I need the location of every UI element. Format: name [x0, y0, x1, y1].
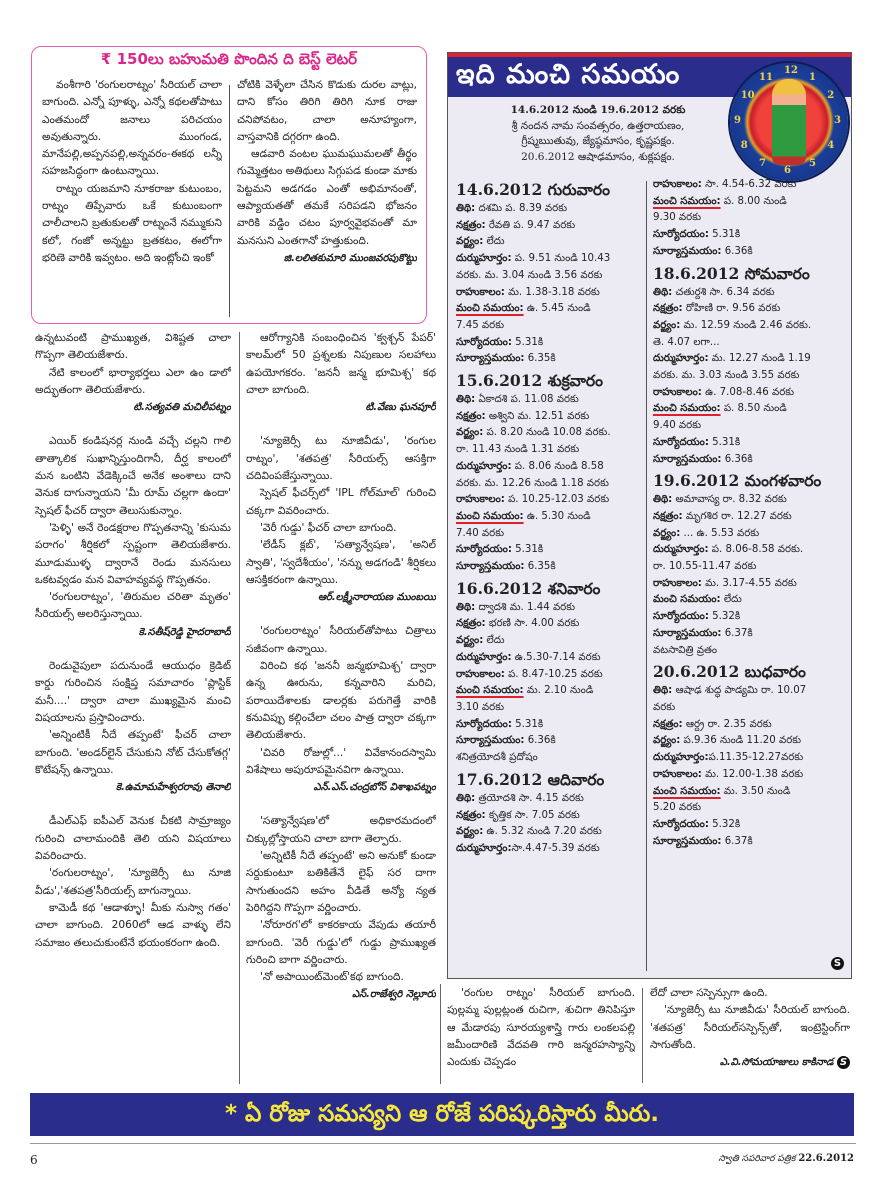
- almanac-value: 6.35కి: [524, 353, 556, 365]
- almanac-line: [653, 542, 849, 559]
- almanac-label: సూర్యాస్తమయం:: [456, 561, 525, 573]
- letters-bottom-col-2: [650, 985, 850, 1085]
- intro-line: 20.6.2012 ఆషాఢమాసం, శుక్లపక్షం.: [521, 150, 675, 163]
- issue-date: 22.6.2012: [798, 1153, 854, 1164]
- clock-number: 9: [734, 115, 741, 126]
- almanac-label: సూర్యాస్తమయం:: [653, 245, 722, 257]
- almanac-value: 9.40 వరకు: [653, 420, 702, 432]
- almanac-value: లేదు: [720, 594, 742, 606]
- paragraph: 'న్యూజెర్సీ టు నూజివీడు', 'రంగుల రాట్నం', 'శతపత్ర' సీరియల్స్ ఆసక్తిగా చదివింపజేస్తున్నాయి.: [246, 435, 436, 483]
- almanac-line: [456, 559, 644, 576]
- almanac-line: [653, 509, 849, 526]
- almanac-line: [456, 750, 644, 767]
- almanac-line: [456, 318, 644, 335]
- muhurtham-column-1: [456, 177, 644, 858]
- almanac-value: సా.4.47-5.39 వరకు: [511, 842, 600, 854]
- almanac-value: 5.32కి: [708, 818, 741, 830]
- paragraph: 'న్యూజెర్సీ టు నూజివీడు' సీరియల్ బాగుంది. 'శతపత్ర' సీరియల్‌సస్పెన్స్‌తో, ఇంట్రెస్టింగ్‌గా సాగుతోంది.: [650, 1004, 850, 1051]
- almanac-line: [456, 667, 644, 684]
- almanac-value: 6.36కి: [721, 245, 753, 257]
- almanac-line: [456, 492, 644, 509]
- day-heading: 20.6.2012 బుధవారం: [653, 662, 806, 682]
- almanac-line: [456, 201, 644, 218]
- almanac-value: వరకు: [653, 701, 676, 713]
- letters-column-middle: [246, 330, 436, 1085]
- good-time-label: మంచి సమయం:: [456, 685, 524, 697]
- paragraph: ఆడవారి వంటల ఘుమఘుమలతో తీర్థం గుమ్మెత్తటం అతిథులు సిగ్గుపడ కుండా మాకు పెట్టమని అడగడం ఎంతో అభిమానంతో, ఆప్యాయతతో తమకే సరిపడని భోజనం వారికి వడ్డిం చటం పూర్వవైభవంతో మా మనసుని ఎంతగానో హత్తుకుంది.: [237, 148, 417, 247]
- almanac-label: తిథి:: [653, 286, 673, 298]
- almanac-value: వరకు. మ. 3.03 నుండి 3.55 వరకు: [653, 370, 800, 382]
- paragraph: 'నో అపాయింట్‌మెంట్'కథ బాగుంది.: [260, 971, 404, 984]
- almanac-line: [456, 600, 644, 617]
- almanac-line: [653, 368, 849, 385]
- almanac-value: మృగశిర రా. 12.27 వరకు: [682, 510, 792, 522]
- almanac-value: ఉ. 5.45 నుండి: [523, 303, 591, 315]
- almanac-value: మ. 12.27 నుండి 1.19: [708, 353, 811, 365]
- best-letter-box: [31, 46, 427, 324]
- almanac-line: [456, 268, 644, 285]
- almanac-line: [653, 285, 849, 302]
- almanac-value: 5.20 వరకు: [653, 802, 702, 814]
- almanac-value: ప. 10.25-12.03 వరకు: [504, 494, 610, 506]
- almanac-value: 7.45 వరకు: [456, 319, 505, 331]
- almanac-value: భరణి సా. 4.00 వరకు: [485, 618, 580, 630]
- paragraph: 'నోరూరగ'లో కాకరకాయ వేపుడు తయారీ బాగుంది. 'వెరీ గుడ్డు'లో గుడ్డు ప్రాముఖ్యత గురించి బాగా వర్ణించారు.: [246, 919, 436, 966]
- almanac-line: [456, 335, 644, 352]
- almanac-value: ఏకాదశి ప. 11.08 వరకు: [475, 394, 579, 406]
- intro-line: 14.6.2012 నుండి 19.6.2012 వరకు: [510, 104, 686, 116]
- good-time-label: మంచి సమయం:: [456, 303, 524, 315]
- almanac-line: [653, 784, 849, 801]
- almanac-line: [456, 841, 644, 858]
- almanac-label: వర్జ్యం:: [456, 236, 484, 248]
- almanac-value: ప. 8.47-10.25 వరకు: [504, 668, 603, 680]
- letter-signature: టి.వేణు ఘనపూర్: [365, 402, 436, 414]
- muhurtham-panel: [447, 52, 852, 979]
- almanac-label: మంచి సమయం:: [653, 594, 721, 606]
- day-heading: 17.6.2012 ఆదివారం: [456, 769, 605, 789]
- almanac-value: 5.31కి: [708, 229, 741, 241]
- almanac-label: నక్షత్రం:: [456, 219, 486, 231]
- almanac-value: ఉ.5.30-7.14 వరకు: [511, 651, 601, 663]
- almanac-line: [653, 576, 849, 593]
- almanac-label: రాహుకాలం:: [653, 577, 702, 589]
- almanac-value: 6.36కి: [721, 453, 753, 465]
- almanac-label: రాహుకాలం:: [653, 768, 702, 780]
- almanac-line: [456, 476, 644, 493]
- good-time-label: మంచి సమయం:: [653, 785, 721, 797]
- paragraph: 'వెరీ గుడ్డు' ఫీచర్ చాలా బాగుంది.: [260, 521, 397, 534]
- almanac-label: నక్షత్రం:: [653, 510, 683, 522]
- almanac-value: మ. 2.10 నుండి: [523, 685, 594, 697]
- almanac-value: 6.35కి: [524, 561, 556, 573]
- almanac-line: [653, 717, 849, 734]
- muhurtham-intro: [448, 103, 748, 165]
- clock-number: 7: [759, 158, 766, 170]
- almanac-line: [456, 616, 644, 633]
- almanac-line: [653, 401, 849, 418]
- almanac-line: [456, 824, 644, 841]
- clock-number: 11: [759, 71, 773, 83]
- day-heading: 18.6.2012 సోమవారం: [653, 263, 810, 283]
- almanac-value: మ. 12.59 నుండి 2.46 వరకు.: [680, 319, 812, 331]
- column-divider: [440, 984, 441, 1084]
- almanac-value: 5.31కి: [511, 544, 544, 556]
- almanac-value: 5.31కి: [511, 718, 544, 730]
- footer-publication: [718, 1153, 854, 1166]
- clock-number: 6: [784, 165, 791, 176]
- almanac-line: [456, 425, 644, 442]
- almanac-line: [456, 459, 644, 476]
- almanac-label: నక్షత్రం:: [456, 809, 486, 821]
- almanac-value: ఉ. 5.32 నుండి 7.20 వరకు: [483, 826, 602, 838]
- almanac-line: [456, 409, 644, 426]
- almanac-label: దుర్ముహూర్తం:: [456, 842, 512, 854]
- letters-column-left: [35, 330, 231, 1085]
- almanac-label: తిథి:: [653, 494, 673, 506]
- paragraph: 'చివరి రోజుల్లో...' వివేకానందస్వామి విశేషాలు అపురూపమైనవిగా ఉన్నాయి.: [246, 746, 436, 776]
- almanac-value: రా. 10.55-11.47 వరకు: [653, 561, 757, 573]
- paragraph: చోటికి వెళ్ళేలా చేసిన కొడుకు దురల వాట్లు, దాని కోసం తిరిగి తిరిగి నూక రాజు చనిపోవటం, చాలా అనూహ్యంగా, వాస్తవానికి దగ్గరగా ఉంది.: [237, 79, 417, 143]
- almanac-value: ప. 8.06-8.58 వరకు.: [708, 544, 804, 556]
- swathi-logo-icon: S: [831, 957, 844, 970]
- almanac-line: [456, 717, 644, 734]
- paragraph: 'రంగుల రాట్నం' సీరియల్ బాగుంది. పుల్లమ్మ పుల్లట్లంత రుచిగా, శుచిగా తినిపిస్తూ ఆ మేడారపు సూరయ్యశాస్త్రి గారు లంకలపల్లి జమీందారిణి వేదవతి గారి జన్మరహస్యాన్ని ఎందుకు చెప్పడం: [447, 987, 635, 1069]
- almanac-line: [456, 542, 644, 559]
- column-divider: [229, 85, 230, 317]
- clock-number: 4: [827, 140, 835, 151]
- almanac-value: మ. 12.00-1.38 వరకు: [701, 768, 804, 780]
- almanac-line: [653, 559, 849, 576]
- almanac-line: [653, 700, 849, 717]
- almanac-line: [653, 643, 849, 660]
- almanac-value: 5.31కి: [708, 436, 741, 448]
- goddess-figure: [772, 79, 806, 165]
- almanac-label: రాహుకాలం:: [653, 179, 702, 190]
- almanac-label: వర్జ్యం:: [456, 635, 484, 647]
- almanac-value: రోహిణి రా. 9.56 వరకు: [682, 303, 781, 315]
- almanac-value: ఉ. 7.08-8.46 వరకు: [701, 386, 795, 398]
- almanac-line: [456, 285, 644, 302]
- almanac-line: [456, 301, 644, 318]
- almanac-label: సూర్యాస్తమయం:: [456, 735, 525, 747]
- clock-number: 5: [809, 158, 816, 170]
- almanac-value: వటసావిత్రి వ్రతం: [653, 644, 718, 656]
- day-heading: 16.6.2012 శనివారం: [456, 578, 601, 598]
- best-letter-col-2: [237, 77, 417, 267]
- almanac-line: [653, 418, 849, 435]
- almanac-label: సూర్యోదయం:: [653, 229, 709, 241]
- almanac-value: తె. 4.07 లగా...: [653, 336, 720, 348]
- paragraph: 'అన్నిటికీ నీదే తప్పంటే' అని అనుకో కుండా సర్దుకుంటూ బతికితేనే లైఫ్ సర దాగా సాగుతుందని అహం వీడితే అన్యో న్యత పెరిగిద్దని గొప్పగా వర్ణించారు.: [246, 850, 436, 914]
- almanac-value: కృత్తిక సా. 7.05 వరకు: [485, 809, 580, 821]
- almanac-label: రాహుకాలం:: [456, 668, 505, 680]
- almanac-line: [653, 435, 849, 452]
- signature-text: ఎ.వి.సోమయాజులు కాకినాడ: [719, 1057, 834, 1069]
- letter-signature: ఆర్.లక్ష్మీనారాయణ ముంబయి: [317, 592, 436, 604]
- almanac-value: ప. 8.50 నుండి: [720, 403, 787, 415]
- column-divider: [646, 181, 647, 971]
- paragraph: 'రంగులరాట్నం', 'తిరుమల చరితా మృతం' సీరియల్స్ అలరిస్తున్నాయి.: [35, 591, 231, 621]
- letter-signature: [650, 1054, 850, 1071]
- paragraph: ఉన్నటువంటి ప్రాముఖ్యత, విశిష్టత చాలా గొప్పగా తెలియజేశారు.: [35, 332, 231, 362]
- almanac-label: నక్షత్రం:: [456, 410, 486, 422]
- almanac-line: [653, 767, 849, 784]
- letter-signature: జి.లలితకుమారి ముంజవరపుకొట్టు: [283, 252, 417, 264]
- almanac-value: ఆర్ద్ర రా. 2.35 వరకు: [682, 718, 772, 730]
- good-time-label: మంచి సమయం:: [653, 195, 721, 207]
- column-divider: [239, 332, 240, 1084]
- paragraph: 'రంగులరాట్నం', 'న్యూజెర్సీ టు నూజి వీడు','శతపత్ర'సీరియల్స్ బాగున్నాయి.: [35, 867, 231, 897]
- almanac-value: 6.36కి: [524, 735, 556, 747]
- almanac-line: [653, 318, 849, 335]
- almanac-label: నక్షత్రం:: [653, 718, 683, 730]
- almanac-label: తిథి:: [456, 394, 476, 406]
- almanac-line: [653, 301, 849, 318]
- almanac-line: [653, 194, 849, 211]
- almanac-value: వరకు. మ. 12.26 నుండి 1.18 వరకు: [456, 477, 609, 489]
- almanac-label: దుర్ముహూర్తం:: [456, 460, 512, 472]
- almanac-label: వర్జ్యం:: [456, 826, 484, 838]
- almanac-value: అమావాస్య రా. 8.32 వరకు: [672, 494, 787, 506]
- almanac-line: [653, 452, 849, 469]
- letter-signature: కె.ఉమామహేశ్వరరావు తెనాలి: [115, 782, 231, 794]
- almanac-line: [653, 683, 849, 700]
- paragraph: 'లేడీస్ క్లబ్', 'సత్యాన్వేషణ', 'అనిల్ స్వాతి', 'స్వదేశీయం', 'నన్ను అడగండి' శీర్షికలు ఆసక్తికరంగా ఉన్నాయి.: [246, 539, 436, 586]
- paragraph: కామెడీ కథ 'ఆడాళ్ళూ! మీకు నుస్వా గతం' చాలా బాగుంది. 2060లో ఆడ వాళ్ళు లేని సమాజం తలుచుకుంటేనే భయంకరంగా ఉంది.: [35, 901, 231, 949]
- almanac-value: ప. 8.20 నుండి 10.08 వరకు.: [483, 427, 611, 439]
- almanac-value: దశమి ప. 8.39 వరకు: [475, 203, 568, 214]
- almanac-label: దుర్ముహూర్తం:: [653, 353, 709, 365]
- almanac-line: [456, 442, 644, 459]
- almanac-value: ప.9.36 నుండి 11.20 వరకు: [680, 735, 802, 747]
- column-divider: [642, 988, 643, 1083]
- almanac-value: లేదు: [483, 236, 505, 248]
- almanac-line: [653, 750, 849, 767]
- almanac-value: రేవతి ప. 9.47 వరకు: [485, 219, 576, 231]
- paragraph: ఆరోగ్యానికి సంబంధించిన 'క్వశ్చన్ పేపర్' కాలమ్‌లో 50 ప్రశ్నలకు నిపుణుల సలహాలు ఉపయోగకరం. 'జననీ జన్మ భూమిశ్చ' కథ చాలా బాగుంది.: [246, 332, 436, 396]
- almanac-label: సూర్యోదయం:: [456, 718, 512, 730]
- almanac-label: వర్జ్యం:: [653, 735, 681, 747]
- almanac-value: ప. 8.06 నుండి 8.58: [511, 460, 604, 472]
- almanac-value: 3.10 వరకు: [456, 701, 505, 713]
- almanac-label: సూర్యోదయం:: [653, 436, 709, 448]
- almanac-label: వర్జ్యం:: [456, 427, 484, 439]
- almanac-line: [653, 609, 849, 626]
- almanac-line: [653, 351, 849, 368]
- paragraph: 'రంగులరాట్నం' సీరియల్‌తోపాటు చిత్రాలు సజీవంగా ఉన్నాయి.: [246, 625, 436, 655]
- intro-line: గ్రీష్మఋతువు, జ్యేష్ఠమాసం, కృష్ణపక్షం.: [521, 135, 675, 147]
- almanac-value: మ. 1.38-3.18 వరకు: [504, 286, 600, 298]
- almanac-line: [456, 733, 644, 750]
- best-letter-title: ₹ 150లు బహుమతి పొందిన ది బెస్ట్ లెటర్: [100, 50, 358, 68]
- almanac-label: తిథి:: [456, 601, 476, 613]
- almanac-line: [653, 626, 849, 643]
- almanac-value: త్రయోదశి సా. 4.15 వరకు: [475, 792, 584, 804]
- almanac-value: అశ్విని మ. 12.51 వరకు: [485, 410, 590, 422]
- day-heading: 19.6.2012 మంగళవారం: [653, 471, 822, 491]
- almanac-value: 6.37కి: [721, 627, 753, 639]
- almanac-line: [456, 791, 644, 808]
- paragraph: 'పెళ్ళి' అనే రెండక్షరాల గొప్పతనాన్ని 'కుసుమ పరాగం' శీర్షికలో స్పష్టంగా తెలియజేశారు. మూడుముళ్ళ ద్వారానే రెండు మనసులు ఒకటవ్వడం మన వివాహవ్యవస్థ గొప్పతనం.: [35, 521, 231, 586]
- muhurtham-title: ఇది మంచి సమయం: [456, 59, 681, 90]
- footer-rule: [30, 1143, 856, 1144]
- day-heading: 14.6.2012 గురువారం: [456, 180, 610, 199]
- almanac-label: తిథి:: [653, 685, 673, 697]
- almanac-value: 5.31కి: [511, 336, 544, 348]
- almanac-line: [653, 733, 849, 750]
- best-letter-col-1: [42, 77, 222, 267]
- paragraph: రెండువైపులా పదునుండే ఆయుధం క్రెడిట్ కార్డు గురించిన సంక్షిప్త సమాచారం 'ప్లాస్టిక్ మనీ....' ద్వారా చాలా ముఖ్యమైన మంచి విషయాలను ప్రస్తావించారు.: [35, 660, 231, 724]
- almanac-value: ప. 9.51 నుండి 10.43: [511, 253, 611, 265]
- almanac-line: [456, 526, 644, 543]
- almanac-label: సూర్యాస్తమయం:: [653, 453, 722, 465]
- almanac-value: 9.30 వరకు: [653, 212, 702, 224]
- almanac-value: ఉ. 5.30 నుండి: [523, 510, 591, 522]
- almanac-line: [653, 385, 849, 402]
- almanac-label: సూర్యోదయం:: [456, 336, 512, 348]
- paragraph: స్పెషల్ ఫీచర్స్‌లో 'IPL గోల్‌మాల్' గురించి చక్కగా వివరించారు.: [246, 487, 436, 517]
- good-time-label: మంచి సమయం:: [456, 510, 524, 522]
- almanac-line: [456, 234, 644, 251]
- clock-number: 1: [809, 71, 816, 83]
- almanac-value: శనిత్రయోదశీ ప్రదోషం: [456, 752, 538, 764]
- almanac-line: [456, 700, 644, 717]
- almanac-value: చతుర్దశి సా. 6.34 వరకు: [672, 286, 775, 298]
- paragraph: లేదో చాలా సస్పెన్సుగా ఉంది.: [650, 987, 768, 999]
- bottom-banner: * ఏ రోజు సమస్యని ఆ రోజే పరిష్కరిస్తారు మీరు.: [30, 1093, 854, 1136]
- almanac-label: తిథి:: [456, 203, 476, 214]
- paragraph: 'సత్యాన్వేషణ'లో అధికారమదంలో చిక్కుల్లోస్తాయని చాలా బాగా తెల్పారు.: [246, 815, 436, 845]
- almanac-label: వర్జ్యం:: [653, 527, 681, 539]
- almanac-line: [653, 227, 849, 244]
- publication-name: స్వాతి సపరివార పత్రిక: [718, 1154, 796, 1164]
- letter-signature: ఎస్.రాజేశ్వరి నెల్లూరు: [351, 989, 436, 1001]
- almanac-value: ద్వాదశి మ. 1.44 వరకు: [475, 601, 576, 613]
- paragraph: విరించి కథ 'జననీ జన్మభూమిశ్చ' ద్వారా ఉన్న ఊరును, కన్నవారిని మరిచి, పరాయిదేశాలకు డాలర్లకు పరుగెత్తే వారికి కనువిప్పు కల్గించేలా చలం పాత్ర ద్వారా చక్కగా తెలియజేశారు.: [246, 660, 436, 742]
- almanac-label: రాహుకాలం:: [456, 286, 505, 298]
- almanac-label: సూర్యోదయం:: [653, 611, 709, 623]
- almanac-line: [456, 808, 644, 825]
- almanac-label: తిథి:: [456, 792, 476, 804]
- almanac-line: [456, 218, 644, 235]
- almanac-label: సూర్యాస్తమయం:: [653, 835, 722, 847]
- clock-number: 12: [784, 65, 798, 76]
- almanac-value: 6.37కి: [721, 835, 753, 847]
- almanac-label: నక్షత్రం:: [653, 303, 683, 315]
- almanac-value: 5.32కి: [708, 611, 741, 623]
- almanac-label: రాహుకాలం:: [456, 494, 505, 506]
- page-number: 6: [30, 1153, 38, 1167]
- almanac-value: ప.11.35-12.27వరకు: [708, 752, 804, 764]
- almanac-line: [653, 492, 849, 509]
- almanac-line: [456, 509, 644, 526]
- letters-bottom-col-1: [447, 985, 635, 1085]
- paragraph: 'అన్నింటికీ నీదే తప్పంటే' ఫీచర్ చాలా బాగుంది. 'అండర్‌లైన్ చేసుకుని నోట్ చేసుకోతగ్గ' కొటేషన్స్ ఉన్నాయి.: [35, 729, 231, 776]
- letter-signature: టి.సత్యవతి మచిలీపట్నం: [133, 402, 231, 414]
- good-time-label: మంచి సమయం:: [653, 403, 721, 415]
- clock-number: 10: [740, 90, 755, 101]
- letter-signature: కె.సతీష్‌రెడ్డి హైదరాబాద్: [138, 626, 231, 638]
- almanac-line: [653, 817, 849, 834]
- almanac-label: దుర్ముహూర్తం:: [456, 253, 512, 265]
- almanac-line: [456, 683, 644, 700]
- paragraph: వంశీగారి 'రంగులరాట్నం' సీరియల్ చాలా బాగుంది. ఎన్నో పూళ్ళు, ఎన్నో కథలతోపాటు ఎంతమందో జనాలు పరిచయం అవుతున్నారు. ముంగండ, మానేపల్లి,అప్పనపల్లి,అన్నవరం-ఈకథ లన్నీ సహజసిద్ధంగా ఉంటున్నాయి.: [42, 79, 222, 178]
- almanac-line: [653, 834, 849, 851]
- almanac-value: సా. 4.54-6.32 వరకు: [701, 179, 797, 190]
- almanac-line: [456, 351, 644, 368]
- almanac-value: ... ఉ. 5.53 వరకు: [680, 527, 760, 539]
- clock-number: 3: [834, 115, 841, 126]
- almanac-label: రాహుకాలం:: [653, 386, 702, 398]
- almanac-value: మ. 3.50 నుండి: [720, 785, 791, 797]
- almanac-line: [456, 633, 644, 650]
- almanac-line: [653, 592, 849, 609]
- almanac-value: రా. 11.43 నుండి 1.31 వరకు: [456, 444, 580, 456]
- almanac-line: [653, 335, 849, 352]
- paragraph: నేటి కాలంలో భార్యాభర్తలు ఎలా ఉం డాలో అద్భుతంగా తెలియజేశారు.: [35, 366, 231, 396]
- almanac-value: 7.40 వరకు: [456, 527, 505, 539]
- paragraph: డీఎల్‌ఎఫ్ ఐపీఎల్ వెనుక చీకటి సామ్రాజ్యం గురించి చాలామందికి తెలి యని విషయాలు వివరించారు.: [35, 815, 231, 863]
- clock-number: 8: [740, 140, 748, 151]
- almanac-line: [456, 392, 644, 409]
- muhurtham-column-2: [653, 177, 849, 850]
- almanac-value: మ. 3.17-4.55 వరకు: [701, 577, 797, 589]
- almanac-line: [653, 210, 849, 227]
- almanac-label: వర్జ్యం:: [653, 319, 681, 331]
- almanac-label: సూర్యాస్తమయం:: [653, 627, 722, 639]
- almanac-label: దుర్ముహూర్తం:: [456, 651, 512, 663]
- almanac-label: సూర్యోదయం:: [653, 818, 709, 830]
- almanac-line: [653, 800, 849, 817]
- intro-line: శ్రీ నందన నామ సంవత్సరం, ఉత్తరాయణం,: [511, 119, 685, 132]
- almanac-label: నక్షత్రం:: [456, 618, 486, 630]
- clock-number: 2: [827, 90, 835, 101]
- almanac-label: దుర్ముహూర్తం:: [653, 544, 709, 556]
- almanac-value: వరకు. మ. 3.04 నుండి 3.56 వరకు: [456, 269, 603, 281]
- paragraph: రాట్నం యజమాని నూకరాజు కుటుంబం, రాట్నం తిప్పేవారు ఒకే కుటుంబంగా చాలీచాలని బ్రతుకులతో రాట్నంనే నమ్ముకుని కలో, గంజో అన్నట్టు బ్రతకటం, ఈలోగా భరిణె వారికి ఇవ్వటం. అది ఇంట్లోంచి ఇంకో: [42, 182, 222, 264]
- day-heading: 15.6.2012 శుక్రవారం: [456, 371, 603, 391]
- swathi-logo-icon: S: [837, 1056, 850, 1069]
- paragraph: ఎయిర్ కండిషనర్ల నుండి వచ్చే చల్లని గాలి తాత్కాలిక సుఖాన్నిస్తుందిగానీ, దీర్ఘ కాలంలో మన ఒంటిని వేడెక్కించే అనేక అంశాలు దాని వెనుక దాగున్నాయని 'మీ రూమ్ చల్లగా ఉందా' స్పెషల్ ఫీచర్ ద్వారా తెలుసుకున్నాం.: [35, 435, 231, 517]
- almanac-value: ఆషాఢ శుద్ధ పాడ్యమి రా. 10.07: [672, 685, 807, 697]
- almanac-line: [456, 650, 644, 667]
- almanac-line: [653, 177, 849, 194]
- almanac-label: దుర్ముహూర్తం:: [653, 752, 709, 764]
- almanac-value: ప. 8.00 నుండి: [720, 195, 787, 207]
- almanac-label: సూర్యోదయం:: [456, 544, 512, 556]
- almanac-line: [653, 526, 849, 543]
- almanac-value: లేదు: [483, 635, 505, 647]
- almanac-line: [456, 251, 644, 268]
- almanac-label: సూర్యాస్తమయం:: [456, 353, 525, 365]
- almanac-line: [653, 244, 849, 261]
- letter-signature: ఎన్.ఎస్.చంద్రబోస్ విశాఖపట్నం: [313, 782, 436, 794]
